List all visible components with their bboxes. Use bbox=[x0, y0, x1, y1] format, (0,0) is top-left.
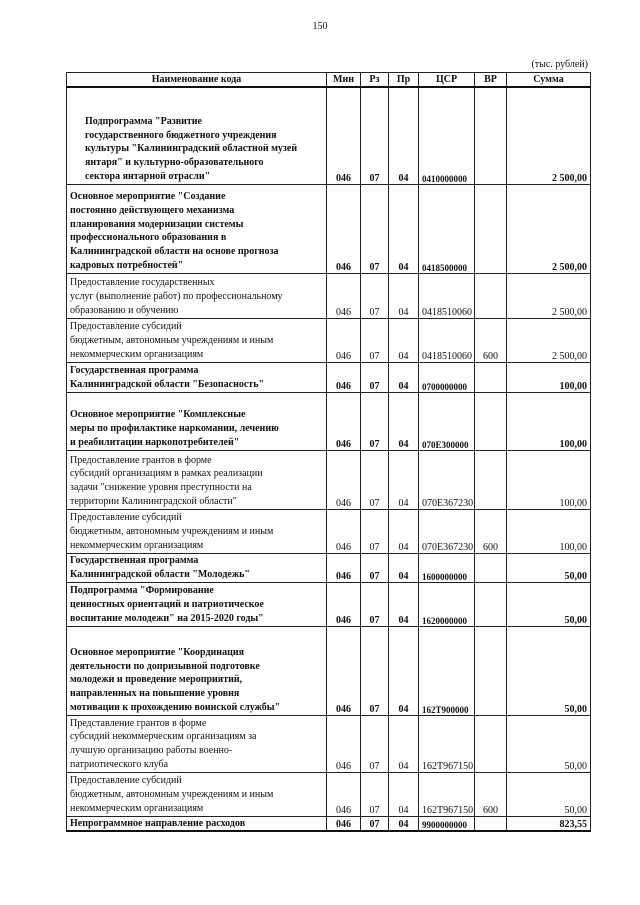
row-csr: 070Е367230 bbox=[419, 509, 475, 553]
units-label: (тыс. рублей) bbox=[531, 59, 588, 70]
row-sum: 50,00 bbox=[507, 553, 591, 582]
row-vr: 600 bbox=[475, 772, 507, 816]
row-pr: 04 bbox=[389, 450, 419, 509]
row-name: Предоставление государственных услуг (выполнение работ) по профессиональному образованию и обучению bbox=[67, 273, 327, 318]
row-csr: 070Е300000 bbox=[419, 392, 475, 450]
row-pr: 04 bbox=[389, 362, 419, 392]
row-csr: 1600000000 bbox=[419, 553, 475, 582]
row-min: 046 bbox=[327, 772, 361, 816]
table-row bbox=[67, 87, 591, 184]
row-sum: 100,00 bbox=[507, 362, 591, 392]
row-sum: 2 500,00 bbox=[507, 273, 591, 318]
table-row bbox=[67, 816, 591, 831]
row-vr: 600 bbox=[475, 509, 507, 553]
table-row bbox=[67, 772, 591, 816]
table-row bbox=[67, 509, 591, 553]
row-min: 046 bbox=[327, 553, 361, 582]
row-vr bbox=[475, 816, 507, 831]
row-sum: 100,00 bbox=[507, 392, 591, 450]
row-rz: 07 bbox=[361, 450, 389, 509]
row-pr: 04 bbox=[389, 318, 419, 362]
table-row bbox=[67, 362, 591, 392]
row-csr: 1620000000 bbox=[419, 582, 475, 626]
header-name: Наименование кода bbox=[67, 73, 327, 88]
row-vr bbox=[475, 626, 507, 715]
row-csr: 0418510060 bbox=[419, 273, 475, 318]
row-csr: 0700000000 bbox=[419, 362, 475, 392]
row-rz: 07 bbox=[361, 273, 389, 318]
row-sum: 50,00 bbox=[507, 626, 591, 715]
row-vr bbox=[475, 87, 507, 184]
row-name: Подпрограмма "Формирование ценностных ориентаций и патриотическое воспитание молодежи" на 2015-2020 годы" bbox=[67, 582, 327, 626]
row-min: 046 bbox=[327, 509, 361, 553]
row-rz: 07 bbox=[361, 392, 389, 450]
row-sum: 823,55 bbox=[507, 816, 591, 831]
row-csr: 162Т900000 bbox=[419, 626, 475, 715]
table-row bbox=[67, 184, 591, 273]
header-min: Мин bbox=[327, 73, 361, 88]
row-name: Представление грантов в форме субсидий некоммерческим организациям за лучшую организацию работы военно- патриотического клуба bbox=[67, 715, 327, 772]
row-vr bbox=[475, 392, 507, 450]
table-row bbox=[67, 715, 591, 772]
row-sum: 100,00 bbox=[507, 450, 591, 509]
row-min: 046 bbox=[327, 362, 361, 392]
row-rz: 07 bbox=[361, 318, 389, 362]
row-pr: 04 bbox=[389, 715, 419, 772]
row-pr: 04 bbox=[389, 553, 419, 582]
row-name: Государственная программа Калининградской области "Безопасность" bbox=[67, 362, 327, 392]
header-csr: ЦСР bbox=[419, 73, 475, 88]
row-pr: 04 bbox=[389, 772, 419, 816]
header-sum: Сумма bbox=[507, 73, 591, 88]
table-row bbox=[67, 450, 591, 509]
row-min: 046 bbox=[327, 318, 361, 362]
row-sum: 2 500,00 bbox=[507, 184, 591, 273]
table-row bbox=[67, 273, 591, 318]
header-vr: ВР bbox=[475, 73, 507, 88]
row-min: 046 bbox=[327, 184, 361, 273]
row-pr: 04 bbox=[389, 816, 419, 831]
row-name: Предоставление субсидий бюджетным, автономным учреждениям и иным некоммерческим организациям bbox=[67, 509, 327, 553]
row-vr bbox=[475, 582, 507, 626]
row-rz: 07 bbox=[361, 772, 389, 816]
row-csr: 070Е367230 bbox=[419, 450, 475, 509]
row-rz: 07 bbox=[361, 362, 389, 392]
row-rz: 07 bbox=[361, 582, 389, 626]
row-name: Непрограммное направление расходов bbox=[67, 816, 327, 831]
row-name: Основное мероприятие "Создание постоянно действующего механизма планирования модернизации системы профессионального образования в Калининградской области на основе прогноза кадровых потребностей" bbox=[67, 184, 327, 273]
table-row bbox=[67, 318, 591, 362]
row-name: Основное мероприятие "Комплексные меры по профилактике наркомании, лечению и реабилитации наркопотребителей" bbox=[67, 392, 327, 450]
row-name: Государственная программа Калининградской области "Молодежь" bbox=[67, 553, 327, 582]
row-pr: 04 bbox=[389, 273, 419, 318]
table-row bbox=[67, 582, 591, 626]
row-pr: 04 bbox=[389, 392, 419, 450]
row-name: Предоставление грантов в форме субсидий организациям в рамках реализации задачи "снижение уровня преступности на территории Калининградской области" bbox=[67, 450, 327, 509]
row-pr: 04 bbox=[389, 582, 419, 626]
table-row bbox=[67, 392, 591, 450]
row-rz: 07 bbox=[361, 509, 389, 553]
row-sum: 50,00 bbox=[507, 582, 591, 626]
row-min: 046 bbox=[327, 715, 361, 772]
row-pr: 04 bbox=[389, 184, 419, 273]
row-min: 046 bbox=[327, 626, 361, 715]
row-sum: 50,00 bbox=[507, 772, 591, 816]
row-min: 046 bbox=[327, 87, 361, 184]
row-sum: 2 500,00 bbox=[507, 87, 591, 184]
row-pr: 04 bbox=[389, 626, 419, 715]
row-csr: 0418500000 bbox=[419, 184, 475, 273]
table-row bbox=[67, 553, 591, 582]
row-pr: 04 bbox=[389, 87, 419, 184]
row-vr bbox=[475, 362, 507, 392]
row-rz: 07 bbox=[361, 816, 389, 831]
page-number: 150 bbox=[312, 21, 328, 32]
row-min: 046 bbox=[327, 273, 361, 318]
row-vr bbox=[475, 553, 507, 582]
row-sum: 100,00 bbox=[507, 509, 591, 553]
row-vr bbox=[475, 450, 507, 509]
row-name: Основное мероприятие "Координация деятельности по допризывной подготовке молодежи и проведение мероприятий, направленных на повышение уровня мотивации к прохождению воинской службы" bbox=[67, 626, 327, 715]
row-min: 046 bbox=[327, 450, 361, 509]
row-min: 046 bbox=[327, 816, 361, 831]
row-csr: 0418510060 bbox=[419, 318, 475, 362]
row-csr: 9900000000 bbox=[419, 816, 475, 831]
row-vr bbox=[475, 273, 507, 318]
budget-table bbox=[66, 72, 591, 832]
row-vr bbox=[475, 184, 507, 273]
row-rz: 07 bbox=[361, 87, 389, 184]
row-csr: 162Т967150 bbox=[419, 772, 475, 816]
row-rz: 07 bbox=[361, 626, 389, 715]
row-name: Предоставление субсидий бюджетным, автономным учреждениям и иным некоммерческим организациям bbox=[67, 318, 327, 362]
row-min: 046 bbox=[327, 582, 361, 626]
row-sum: 2 500,00 bbox=[507, 318, 591, 362]
row-rz: 07 bbox=[361, 184, 389, 273]
row-csr: 162Т967150 bbox=[419, 715, 475, 772]
row-sum: 50,00 bbox=[507, 715, 591, 772]
row-vr: 600 bbox=[475, 318, 507, 362]
header-rz: Рз bbox=[361, 73, 389, 88]
row-pr: 04 bbox=[389, 509, 419, 553]
row-min: 046 bbox=[327, 392, 361, 450]
row-rz: 07 bbox=[361, 553, 389, 582]
row-vr bbox=[475, 715, 507, 772]
table-header-row bbox=[67, 73, 591, 88]
row-name: Подпрограмма "Развитие государственного бюджетного учреждения культуры "Калининградский областной музей янтаря" и культурно-образовательного сектора янтарной отрасли" bbox=[67, 87, 327, 184]
row-rz: 07 bbox=[361, 715, 389, 772]
row-csr: 0410000000 bbox=[419, 87, 475, 184]
row-name: Предоставление субсидий бюджетным, автономным учреждениям и иным некоммерческим организациям bbox=[67, 772, 327, 816]
header-pr: Пр bbox=[389, 73, 419, 88]
table-row bbox=[67, 626, 591, 715]
